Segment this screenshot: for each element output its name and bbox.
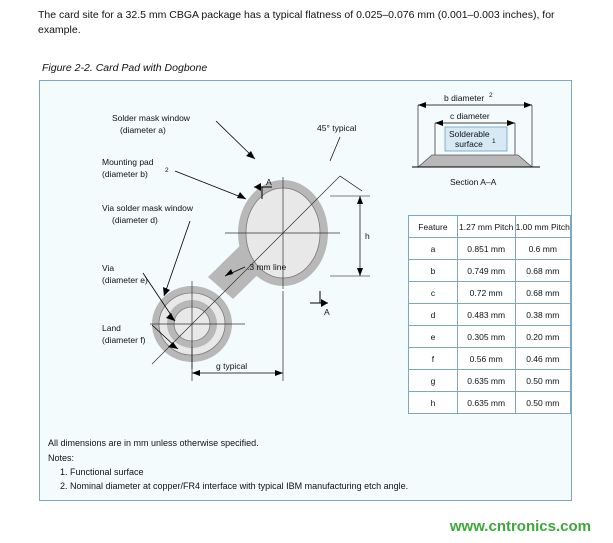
table-row: [409, 370, 571, 392]
table-row: [409, 304, 571, 326]
feature-dimension-table: [408, 215, 571, 414]
cell-pitch-127: 0.635 mm: [457, 392, 515, 414]
cell-pitch-127: 0.851 mm: [457, 238, 515, 260]
note-item: 1. Functional surface: [70, 465, 408, 479]
figure-caption: Figure 2-2. Card Pad with Dogbone: [42, 62, 208, 74]
cell-pitch-127: 0.749 mm: [457, 260, 515, 282]
b-diameter-superscript: 2: [489, 92, 493, 99]
via-dia-label: (diameter e): [102, 275, 148, 285]
cell-feature: c: [409, 282, 458, 304]
cell-pitch-100: 0.38 mm: [515, 304, 571, 326]
section-mark-bottom-label: A: [324, 307, 330, 317]
mounting-pad-dia-label: (diameter b): [102, 169, 148, 179]
g-typical-label: g typical: [216, 361, 248, 371]
line-width-callout: .3 mm line: [247, 262, 287, 272]
surface-superscript: 1: [492, 138, 496, 145]
watermark: www.cntronics.com: [449, 518, 591, 535]
via-solder-mask-window-dia-label: (diameter d): [112, 215, 158, 225]
cell-pitch-127: 0.56 mm: [457, 348, 515, 370]
cell-pitch-127: 0.305 mm: [457, 326, 515, 348]
solderable-label: Solderable: [449, 129, 490, 139]
cell-feature: h: [409, 392, 458, 414]
land-dia-label: (diameter f): [102, 335, 146, 345]
section-mark-top-label: A: [266, 177, 272, 187]
surface-label: surface: [455, 139, 483, 149]
cell-pitch-127: 0.72 mm: [457, 282, 515, 304]
dimensions-note: All dimensions are in mm unless otherwise specified.: [48, 438, 259, 448]
c-diameter-label: c diameter: [450, 111, 490, 121]
table-row: [409, 282, 571, 304]
cell-pitch-100: 0.20 mm: [515, 326, 571, 348]
section-aa-view: [408, 89, 558, 209]
cell-feature: a: [409, 238, 458, 260]
note-item: 2. Nominal diameter at copper/FR4 interface with typical IBM manufacturing etch angle.: [70, 479, 408, 493]
table-header-pitch-127: 1.27 mm Pitch: [457, 216, 515, 238]
cell-pitch-127: 0.483 mm: [457, 304, 515, 326]
cell-pitch-100: 0.68 mm: [515, 282, 571, 304]
cell-pitch-100: 0.6 mm: [515, 238, 571, 260]
cell-feature: g: [409, 370, 458, 392]
table-row: [409, 392, 571, 414]
b-diameter-label: b diameter: [444, 93, 485, 103]
mounting-pad-superscript: 2: [165, 167, 169, 174]
cell-feature: b: [409, 260, 458, 282]
via-solder-mask-window-label: Via solder mask window: [102, 203, 194, 213]
section-title-label: Section A–A: [450, 177, 497, 187]
table-row: [409, 326, 571, 348]
h-dimension-label: h: [365, 231, 370, 241]
figure-notes: [48, 436, 408, 493]
via-label: Via: [102, 263, 115, 273]
cell-feature: e: [409, 326, 458, 348]
intro-paragraph: The card site for a 32.5 mm CBGA package has a typical flatness of 0.025–0.076 mm (0.001–0.003 inches), for example.: [38, 9, 555, 36]
notes-list: [48, 465, 408, 493]
cell-pitch-100: 0.50 mm: [515, 370, 571, 392]
pad-dogbone-drawing: [40, 81, 400, 426]
table-header-row: [409, 216, 571, 238]
cell-pitch-127: 0.635 mm: [457, 370, 515, 392]
cell-pitch-100: 0.50 mm: [515, 392, 571, 414]
table-header-pitch-100: 1.00 mm Pitch: [515, 216, 571, 238]
mounting-pad-label: Mounting pad: [102, 157, 154, 167]
notes-label: Notes:: [48, 453, 75, 463]
table-row: [409, 348, 571, 370]
table-row: [409, 260, 571, 282]
solder-mask-window-label: Solder mask window: [112, 113, 190, 123]
angle-label: 45° typical: [317, 123, 357, 133]
cell-feature: f: [409, 348, 458, 370]
table-row: [409, 238, 571, 260]
cell-pitch-100: 0.68 mm: [515, 260, 571, 282]
table-header-feature: Feature: [409, 216, 458, 238]
solder-mask-window-dia-label: (diameter a): [120, 125, 166, 135]
cell-feature: d: [409, 304, 458, 326]
land-label: Land: [102, 323, 121, 333]
figure-container: [39, 80, 572, 501]
cell-pitch-100: 0.46 mm: [515, 348, 571, 370]
